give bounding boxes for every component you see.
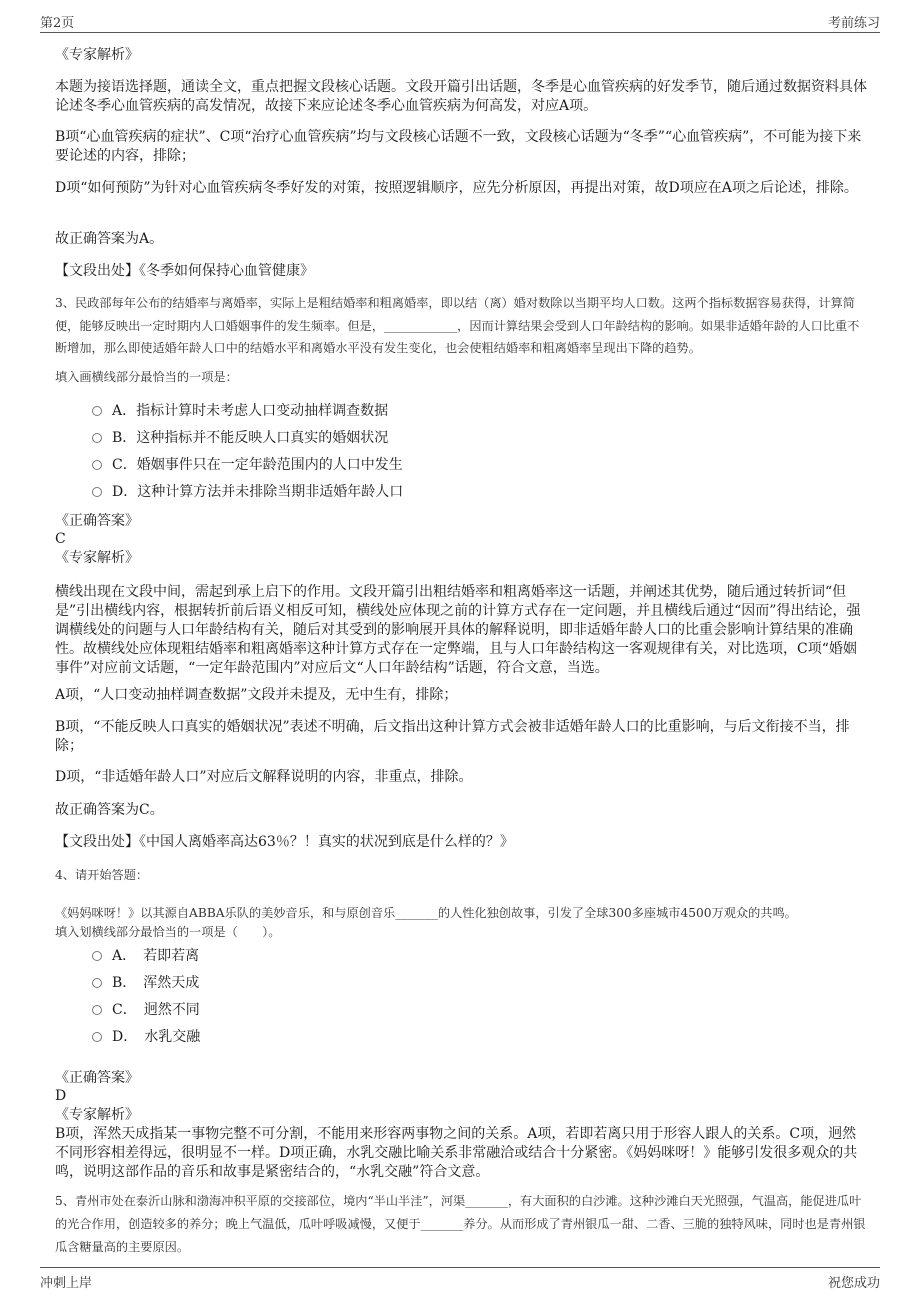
q4-option-b[interactable] <box>92 973 199 993</box>
footer-left: 冲刺上岸 <box>40 1276 93 1291</box>
footer-divider <box>40 1267 880 1268</box>
q3-answer: C <box>55 531 66 547</box>
q3-analysis-label: 《专家解析》 <box>55 550 139 566</box>
q4-option-d[interactable] <box>92 1027 200 1047</box>
radio-icon[interactable] <box>92 460 102 470</box>
q2-analysis-p2: B项“心血管疾病的症状”、C项“治疗心血管疾病”均与文段核心话题不一致，文段核心话题为“冬季”“心血管疾病”，不可能为接下来要论述的内容，排除； <box>55 129 862 164</box>
option-label: D．这种计算方法并未排除当期非适婚年龄人口 <box>112 484 404 500</box>
q4-option-c[interactable] <box>92 1000 200 1020</box>
radio-icon[interactable] <box>92 487 102 497</box>
footer-right: 祝您成功 <box>827 1276 880 1291</box>
q3-option-b[interactable] <box>92 428 388 448</box>
option-label: C． 迥然不同 <box>112 1002 200 1018</box>
q4-analysis-label: 《专家解析》 <box>55 1107 139 1123</box>
radio-icon[interactable] <box>92 1032 102 1042</box>
q3-analysis-p2: A项，“人口变动抽样调查数据”文段并未提及，无中生有，排除； <box>55 687 458 703</box>
option-label: C．婚姻事件只在一定年龄范围内的人口中发生 <box>112 457 403 473</box>
q2-conclusion: 故正确答案为A。 <box>55 231 164 247</box>
q3-stem: 3、民政部每年公布的结婚率与离婚率，实际上是粗结婚率和粗离婚率，即以结（离）婚对数除以当期平均人口数。这两个指标数据容易获得，计算简便，能够反映出一定时期内人口婚姻事件的发生频率。但是，____________，因而计算结果会受到人口年龄结构的影响。如果非适婚年龄的人口比重不断增加，那么即使适婚年龄人口中的结婚水平和离婚水平没有发生变化，也会使粗结婚率和粗离婚率呈现出下降的趋势。 <box>55 296 860 355</box>
q3-option-a[interactable] <box>92 401 388 421</box>
radio-icon[interactable] <box>92 978 102 988</box>
q4-analysis-p1: B项，浑然天成指某一事物完整不可分割，不能用来形容两事物之间的关系。A项，若即若离只用于形容人跟人的关系。C项，迥然不同形容相差得远，很明显不一样。D项正确，水乳交融比喻关系非常融洽或结合十分紧密。《妈妈咪呀！》能够引发很多观众的共鸣，说明这部作品的音乐和故事是紧密结合的，“水乳交融”符合文意。 <box>55 1126 858 1180</box>
q4-option-a[interactable] <box>92 946 199 966</box>
q3-analysis-p1: 横线出现在文段中间，需起到承上启下的作用。文段开篇引出粗结婚率和粗离婚率这一话题，并阐述其优势，随后通过转折词“但是”引出横线内容，根据转折前后语义相反可知，横线处应体现之前的计算方式存在一定问题，并且横线后通过“因而”得出结论，强调横线处的问题与人口年龄结构有关，随后对其受到的影响展开具体的解释说明，即非适婚年龄人口的比重会影响计算结果的准确性。故横线处应体现粗结婚率和粗离婚率这种计算方式存在一定弊端，且与人口年龄结构这一客观规律有关，对比选项，C项“婚姻事件”对应前文话题，“一定年龄范围内”对应后文“人口年龄结构”话题，符合文意，当选。 <box>55 584 861 676</box>
radio-icon[interactable] <box>92 406 102 416</box>
q3-answer-label: 《正确答案》 <box>55 513 139 529</box>
radio-icon[interactable] <box>92 951 102 961</box>
page-footer <box>40 1272 880 1294</box>
page-header <box>40 10 880 32</box>
option-label: B． 浑然天成 <box>112 975 200 991</box>
page-number: 第2页 <box>40 16 75 31</box>
q3-source: 【文段出处】《中国人离婚率高达63％？！真实的状况到底是什么样的？》 <box>55 834 514 850</box>
q3-analysis-p3: B项，“不能反映人口真实的婚姻状况”表述不明确，后文指出这种计算方式会被非适婚年龄人口的比重影响，与后文衔接不当，排除； <box>55 719 850 754</box>
q3-option-c[interactable] <box>92 455 403 475</box>
q3-prompt: 填入画横线部分最恰当的一项是： <box>55 370 238 384</box>
q3-conclusion: 故正确答案为C。 <box>55 802 164 818</box>
q3-option-d[interactable] <box>92 482 403 502</box>
q4-prompt: 填入划横线部分最恰当的一项是（ ）。 <box>55 925 281 939</box>
header-title: 考前练习 <box>827 16 880 31</box>
q2-analysis-p3: D项“如何预防”为针对心血管疾病冬季好发的对策，按照逻辑顺序，应先分析原因，再提出对策，故D项应在A项之后论述，排除。 <box>55 180 858 196</box>
q2-source: 【文段出处】《冬季如何保持心血管健康》 <box>55 263 314 279</box>
q3-analysis-p4: D项，“非适婚年龄人口”对应后文解释说明的内容，非重点，排除。 <box>55 769 473 785</box>
q5-stem: 5、青州市处在泰沂山脉和渤海冲积平原的交接部位，境内“半山半洼”，河渠_______，有大面积的白沙滩。这种沙滩白天光照强，气温高，能促进瓜叶的光合作用，创造较多的养分；晚上气温低，瓜叶呼吸减慢，又便于_______养分。从而形成了青州银瓜一甜、二香、三脆的独特风味，同时也是青州银瓜含糖量高的主要原因。 <box>55 1194 866 1254</box>
option-label: B．这种指标并不能反映人口真实的婚姻状况 <box>112 430 389 446</box>
option-label: A．指标计算时未考虑人口变动抽样调查数据 <box>112 403 389 419</box>
option-label: A． 若即若离 <box>112 948 200 964</box>
q2-analysis-label: 《专家解析》 <box>55 47 139 63</box>
q2-analysis-p1: 本题为接语选择题，通读全文，重点把握文段核心话题。文段开篇引出话题，冬季是心血管疾病的好发季节，随后通过数据资料具体论述冬季心血管疾病的高发情况，故接下来应论述冬季心血管疾病为何高发，对应A项。 <box>55 79 867 114</box>
q4-intro: 4、请开始答题： <box>55 868 149 882</box>
q4-answer-label: 《正确答案》 <box>55 1070 139 1086</box>
radio-icon[interactable] <box>92 1005 102 1015</box>
q4-answer: D <box>55 1088 67 1104</box>
q4-stem: 《妈妈咪呀！》以其源自ABBA乐队的美妙音乐，和与原创音乐_______的人性化独创故事，引发了全球300多座城市4500万观众的共鸣。 <box>55 906 797 920</box>
radio-icon[interactable] <box>92 433 102 443</box>
option-label: D． 水乳交融 <box>112 1029 201 1045</box>
header-divider <box>40 32 880 33</box>
